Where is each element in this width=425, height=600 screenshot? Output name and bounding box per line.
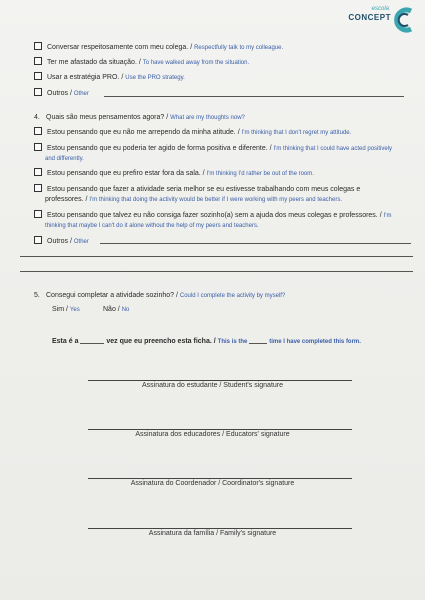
option-text: Usar a estratégia PRO. (47, 74, 120, 81)
question-number: 5. (34, 292, 40, 299)
checkbox[interactable] (34, 236, 42, 244)
coordinator-signature-line[interactable] (88, 478, 352, 479)
option-translation: I'm thinking that I could have acted positively (273, 146, 393, 152)
option-acted-differently-cont (45, 154, 411, 164)
option-work-with-peers-cont: professores. / I'm thinking that doing the activity would be better if I were working with my peers and teachers. (45, 196, 342, 203)
checkbox[interactable] (34, 88, 42, 96)
count-text-en-b: time I have completed this form. (269, 339, 361, 345)
count-text-en-a: This is the (217, 339, 248, 345)
no-label: Não (103, 306, 116, 313)
option-cannot-alone: Estou pensando que talvez eu não consiga fazer sozinho(a) sem a ajuda dos meus colegas e professores. / I'm (34, 210, 411, 221)
family-signature-label: Assinatura da família / Family's signature (148, 530, 277, 537)
option-translation: thinking that maybe I can't do it alone without the help of my peers and teachers. (45, 223, 259, 229)
no-translation: No (121, 307, 130, 313)
option-walked-away: Ter me afastado da situação. / To have walked away from the situation. (34, 57, 411, 68)
family-signature-line[interactable] (88, 528, 352, 529)
question-translation: Could I complete the activity by myself? (179, 293, 286, 299)
checkbox[interactable] (34, 72, 42, 80)
option-translation: To have walked away from the situation. (142, 60, 250, 66)
logo-small-text: escola (371, 6, 389, 12)
option-translation: I'm thinking that doing the activity would be better if I were working with my peers and teachers. (89, 197, 342, 203)
option-acted-differently: Estou pensando que eu poderia ter agido de forma positiva e diferente. / I'm thinking that I could have acted positively (34, 143, 411, 154)
option-text: Outros (47, 90, 69, 97)
option-translation: I'm thinking I'd rather be out of the room. (206, 171, 314, 177)
checkbox[interactable] (34, 210, 42, 218)
option-translation: Use the PRO strategy. (125, 75, 185, 81)
count-field-en[interactable] (249, 337, 267, 344)
coordinator-signature-label: Assinatura do Coordenador / Coordinator's signature (130, 480, 295, 487)
logo-mark-icon (393, 6, 415, 34)
answer-line[interactable] (20, 256, 413, 257)
count-field[interactable] (80, 337, 104, 344)
option-translation: and differently. (45, 156, 84, 162)
other-answer-line[interactable] (104, 96, 404, 97)
student-signature-line[interactable] (88, 380, 352, 381)
option-pro-strategy: Usar a estratégia PRO. / Use the PRO strategy. (34, 72, 411, 83)
count-text-pt-b: vez que eu preencho esta ficha. (106, 338, 212, 345)
option-text: Estou pensando que eu prefiro estar fora da sala. (47, 170, 201, 177)
option-no-regret: Estou pensando que eu não me arrependo da minha atitude. / I'm thinking that I don't regret my attitude. (34, 127, 411, 138)
yes-translation: Yes (69, 307, 80, 313)
option-out-of-room: Estou pensando que eu prefiro estar fora da sala. / I'm thinking I'd rather be out of the room. (34, 168, 411, 179)
checkbox[interactable] (34, 184, 42, 192)
educators-signature-label: Assinatura dos educadores / Educators' signature (135, 431, 290, 438)
question-number: 4. (34, 114, 40, 121)
option-text: Estou pensando que talvez eu não consiga fazer sozinho(a) sem a ajuda dos meus colegas e professores. (47, 212, 378, 219)
option-text: professores. (45, 196, 84, 203)
option-text: Outros (47, 238, 69, 245)
option-translation: Respectfully talk to my colleague. (194, 45, 284, 51)
option-translation: I'm thinking that I don't regret my attitude. (241, 130, 352, 136)
school-logo (348, 6, 415, 36)
count-text-pt-a: Esta é a (52, 338, 79, 345)
checkbox[interactable] (34, 168, 42, 176)
option-text: Conversar respeitosamente com meu colega. (47, 44, 189, 51)
checkbox[interactable] (34, 143, 42, 151)
question-4: 4. Quais são meus pensamentos agora? / What are my thoughts now? (34, 114, 245, 121)
option-other-q4: Outros / Other (34, 236, 411, 247)
other-answer-line[interactable] (100, 243, 411, 244)
educators-signature-line[interactable] (88, 429, 352, 430)
form-count-line: Esta é a vez que eu preencho esta ficha. / This is the time I have completed this form. (52, 338, 361, 345)
option-translation: I'm (383, 213, 392, 219)
answer-line[interactable] (20, 271, 413, 272)
student-signature-label: Assinatura do estudante / Student's signature (141, 382, 284, 389)
answer-yes[interactable]: Sim / Yes (52, 306, 80, 313)
question-text: Quais são meus pensamentos agora? (46, 114, 165, 121)
question-translation: What are my thoughts now? (170, 115, 245, 121)
option-text: Estou pensando que eu poderia ter agido de forma positiva e diferente. (47, 145, 268, 152)
logo-big-text: CONCEPT (348, 13, 391, 22)
checkbox[interactable] (34, 42, 42, 50)
yes-label: Sim (52, 306, 65, 313)
option-cannot-alone-cont (45, 221, 411, 231)
question-text: Consegui completar a atividade sozinho? (46, 292, 175, 299)
checkbox[interactable] (34, 127, 42, 135)
option-text: Estou pensando que eu não me arrependo da minha atitude. (47, 129, 236, 136)
option-talk-respectfully: Conversar respeitosamente com meu colega. / Respectfully talk to my colleague. (34, 42, 411, 53)
option-other-top: Outros / Other (34, 88, 411, 99)
question-5: 5. Consegui completar a atividade sozinho? / Could I complete the activity by myself? (34, 292, 286, 299)
option-text: Ter me afastado da situação. (47, 59, 137, 66)
option-translation: Other (73, 239, 89, 245)
option-text: Estou pensando que fazer a atividade seria melhor se eu estivesse trabalhando com meus colegas e (47, 186, 361, 193)
option-translation: Other (73, 91, 89, 97)
option-work-with-peers (34, 184, 411, 194)
answer-no[interactable]: Não / No (103, 306, 130, 313)
checkbox[interactable] (34, 57, 42, 65)
